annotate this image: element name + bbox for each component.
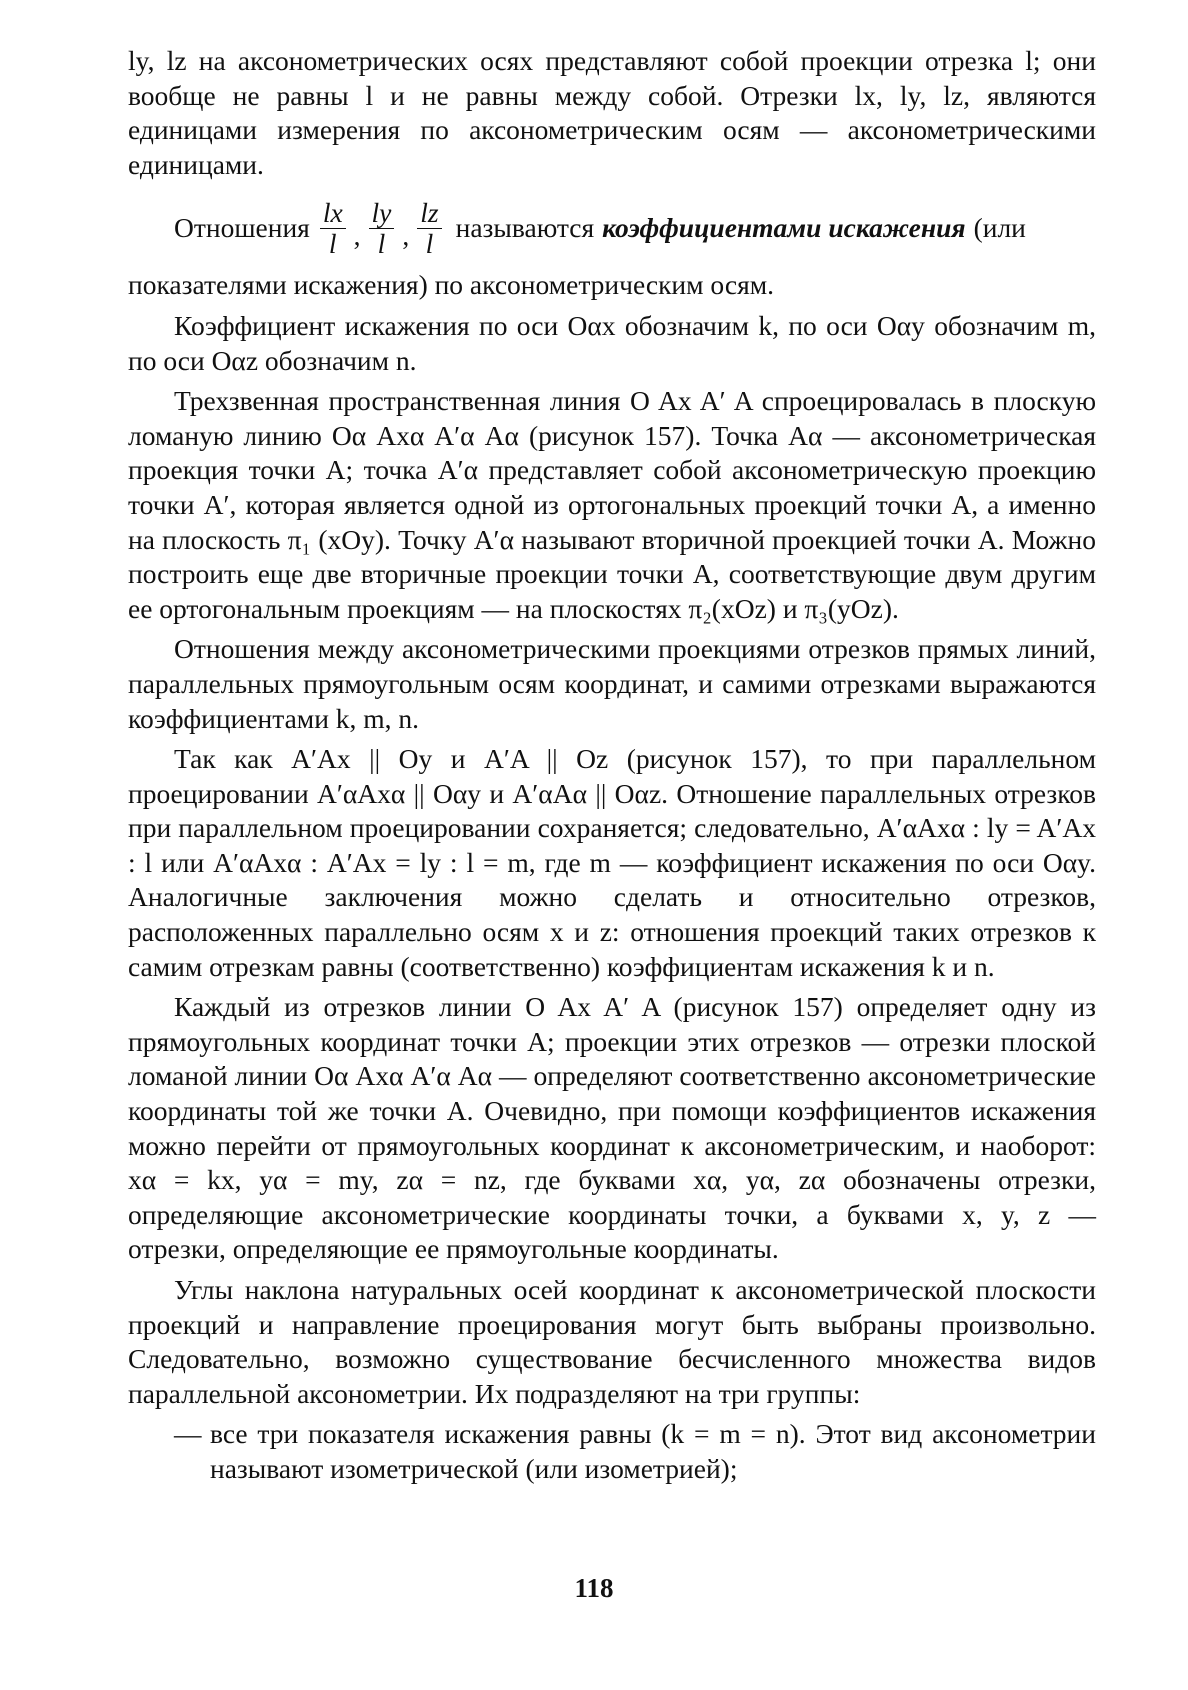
- fraction-numerator: lz: [417, 198, 441, 229]
- paragraph-7: Каждый из отрезков линии O Ax A′ A (рисунок 157) определяет одну из прямоугольных координат точки A; проекции этих отрезков — отрезки плоской ломаной линии Oα Axα A′α Aα — определяют соответственно аксонометрические координаты той же точки A. Очевидно, при помощи коэффициентов искажения можно перейти от прямоугольных координат к аксонометрическим, и наоборот: xα = kx, yα = my, zα = nz, где буквами xα, yα, zα обозначены отрезки, определяющие аксонометрические координаты точки, а буквами x, y, z — отрезки, определяющие ее прямоугольные координаты.: [128, 991, 1096, 1265]
- page-text: [128, 44, 1096, 1487]
- list-item: [128, 1417, 1096, 1486]
- paragraph-4: Трехзвенная пространственная линия O Ax A′ A спроецировалась в плоскую ломаную линию Oα Axα A′α Aα (рисунок 157). Точка Aα — аксонометрическая проекция точки A; точка A′α представляет собой аксонометрическую проекцию точки A′, которая является одной из ортогональных проекций точки A, а именно на плоскость π₁ (xOy). Точку A′α называют вторичной проекцией точки A. Можно построить еще две вторичные проекции точки A, соответствующие двум другим ее ортогональным проекциям — на плоскостях π₂(xOz) и π₃(yOz).: [128, 385, 1096, 624]
- fraction-denominator: l: [377, 227, 386, 259]
- fraction-separator: ,: [402, 220, 410, 252]
- paragraph-8: Углы наклона натуральных осей координат к аксонометрической плоскости проекций и направление проецирования могут быть выбраны произвольно. Следовательно, возможно существование бесчисленного множества видов параллельной аксонометрии. Их подразделяют на три группы:: [128, 1274, 1096, 1409]
- fraction-denominator: l: [328, 227, 337, 259]
- ratio-lead: Отношения: [174, 212, 310, 244]
- paragraph-5: Отношения между аксонометрическими проекциями отрезков прямых линий, параллельных прямоугольным осям координат, и самими отрезками выражаются коэффициентами k, m, n.: [128, 633, 1096, 734]
- fraction-ly-over-l: [369, 198, 395, 259]
- page-number: 118: [574, 1573, 614, 1603]
- fraction-denominator: l: [425, 227, 434, 259]
- distortion-ratio-line: [128, 188, 1096, 268]
- fraction-lx-over-l: [320, 198, 346, 259]
- paragraph-6: Так как A′Ax || Oy и A′A || Oz (рисунок 157), то при параллельном проецировании A′αAxα || Oαy и A′αAα || Oαz. Отношение параллельных отрезков при параллельном проецировании сохраняется; следовательно, A′αAxα : ly = A′Ax : l или A′αAxα : A′Ax = ly : l = m, где m — коэффициент искажения по оси Oαy. Аналогичные заключения можно сделать и относительно отрезков, расположенных параллельно осям x и z: отношения проекций таких отрезков к самим отрезкам равны (соответственно) коэффициентам искажения k и n.: [128, 743, 1096, 982]
- fraction-separator: ,: [353, 220, 361, 252]
- ratio-tail: (или: [973, 212, 1026, 244]
- paragraph-2-continuation: показателями искажения) по аксонометрическим осям.: [128, 269, 774, 301]
- fraction-numerator: ly: [369, 198, 395, 229]
- paragraph-3: Коэффициент искажения по оси Oαx обозначим k, по оси Oαy обозначим m, по оси Oαz обозначим n.: [128, 309, 1096, 376]
- fraction-numerator: lx: [320, 198, 346, 229]
- fraction-lz-over-l: [417, 198, 441, 259]
- list-dash: —: [174, 1418, 202, 1450]
- list-item-text: все три показателя искажения равны (k = m = n). Этот вид аксонометрии называют изометрической (или изометрией);: [210, 1418, 1096, 1484]
- ratio-term: коэффициентами искажения: [602, 212, 966, 244]
- ratio-verb: называются: [455, 212, 595, 244]
- paragraph-1: ly, lz на аксонометрических осях представляют собой проекции отрезка l; они вообще не равны l и не равны между собой. Отрезки lx, ly, lz, являются единицами измерения по аксонометрическим осям — аксонометрическими единицами.: [128, 45, 1096, 180]
